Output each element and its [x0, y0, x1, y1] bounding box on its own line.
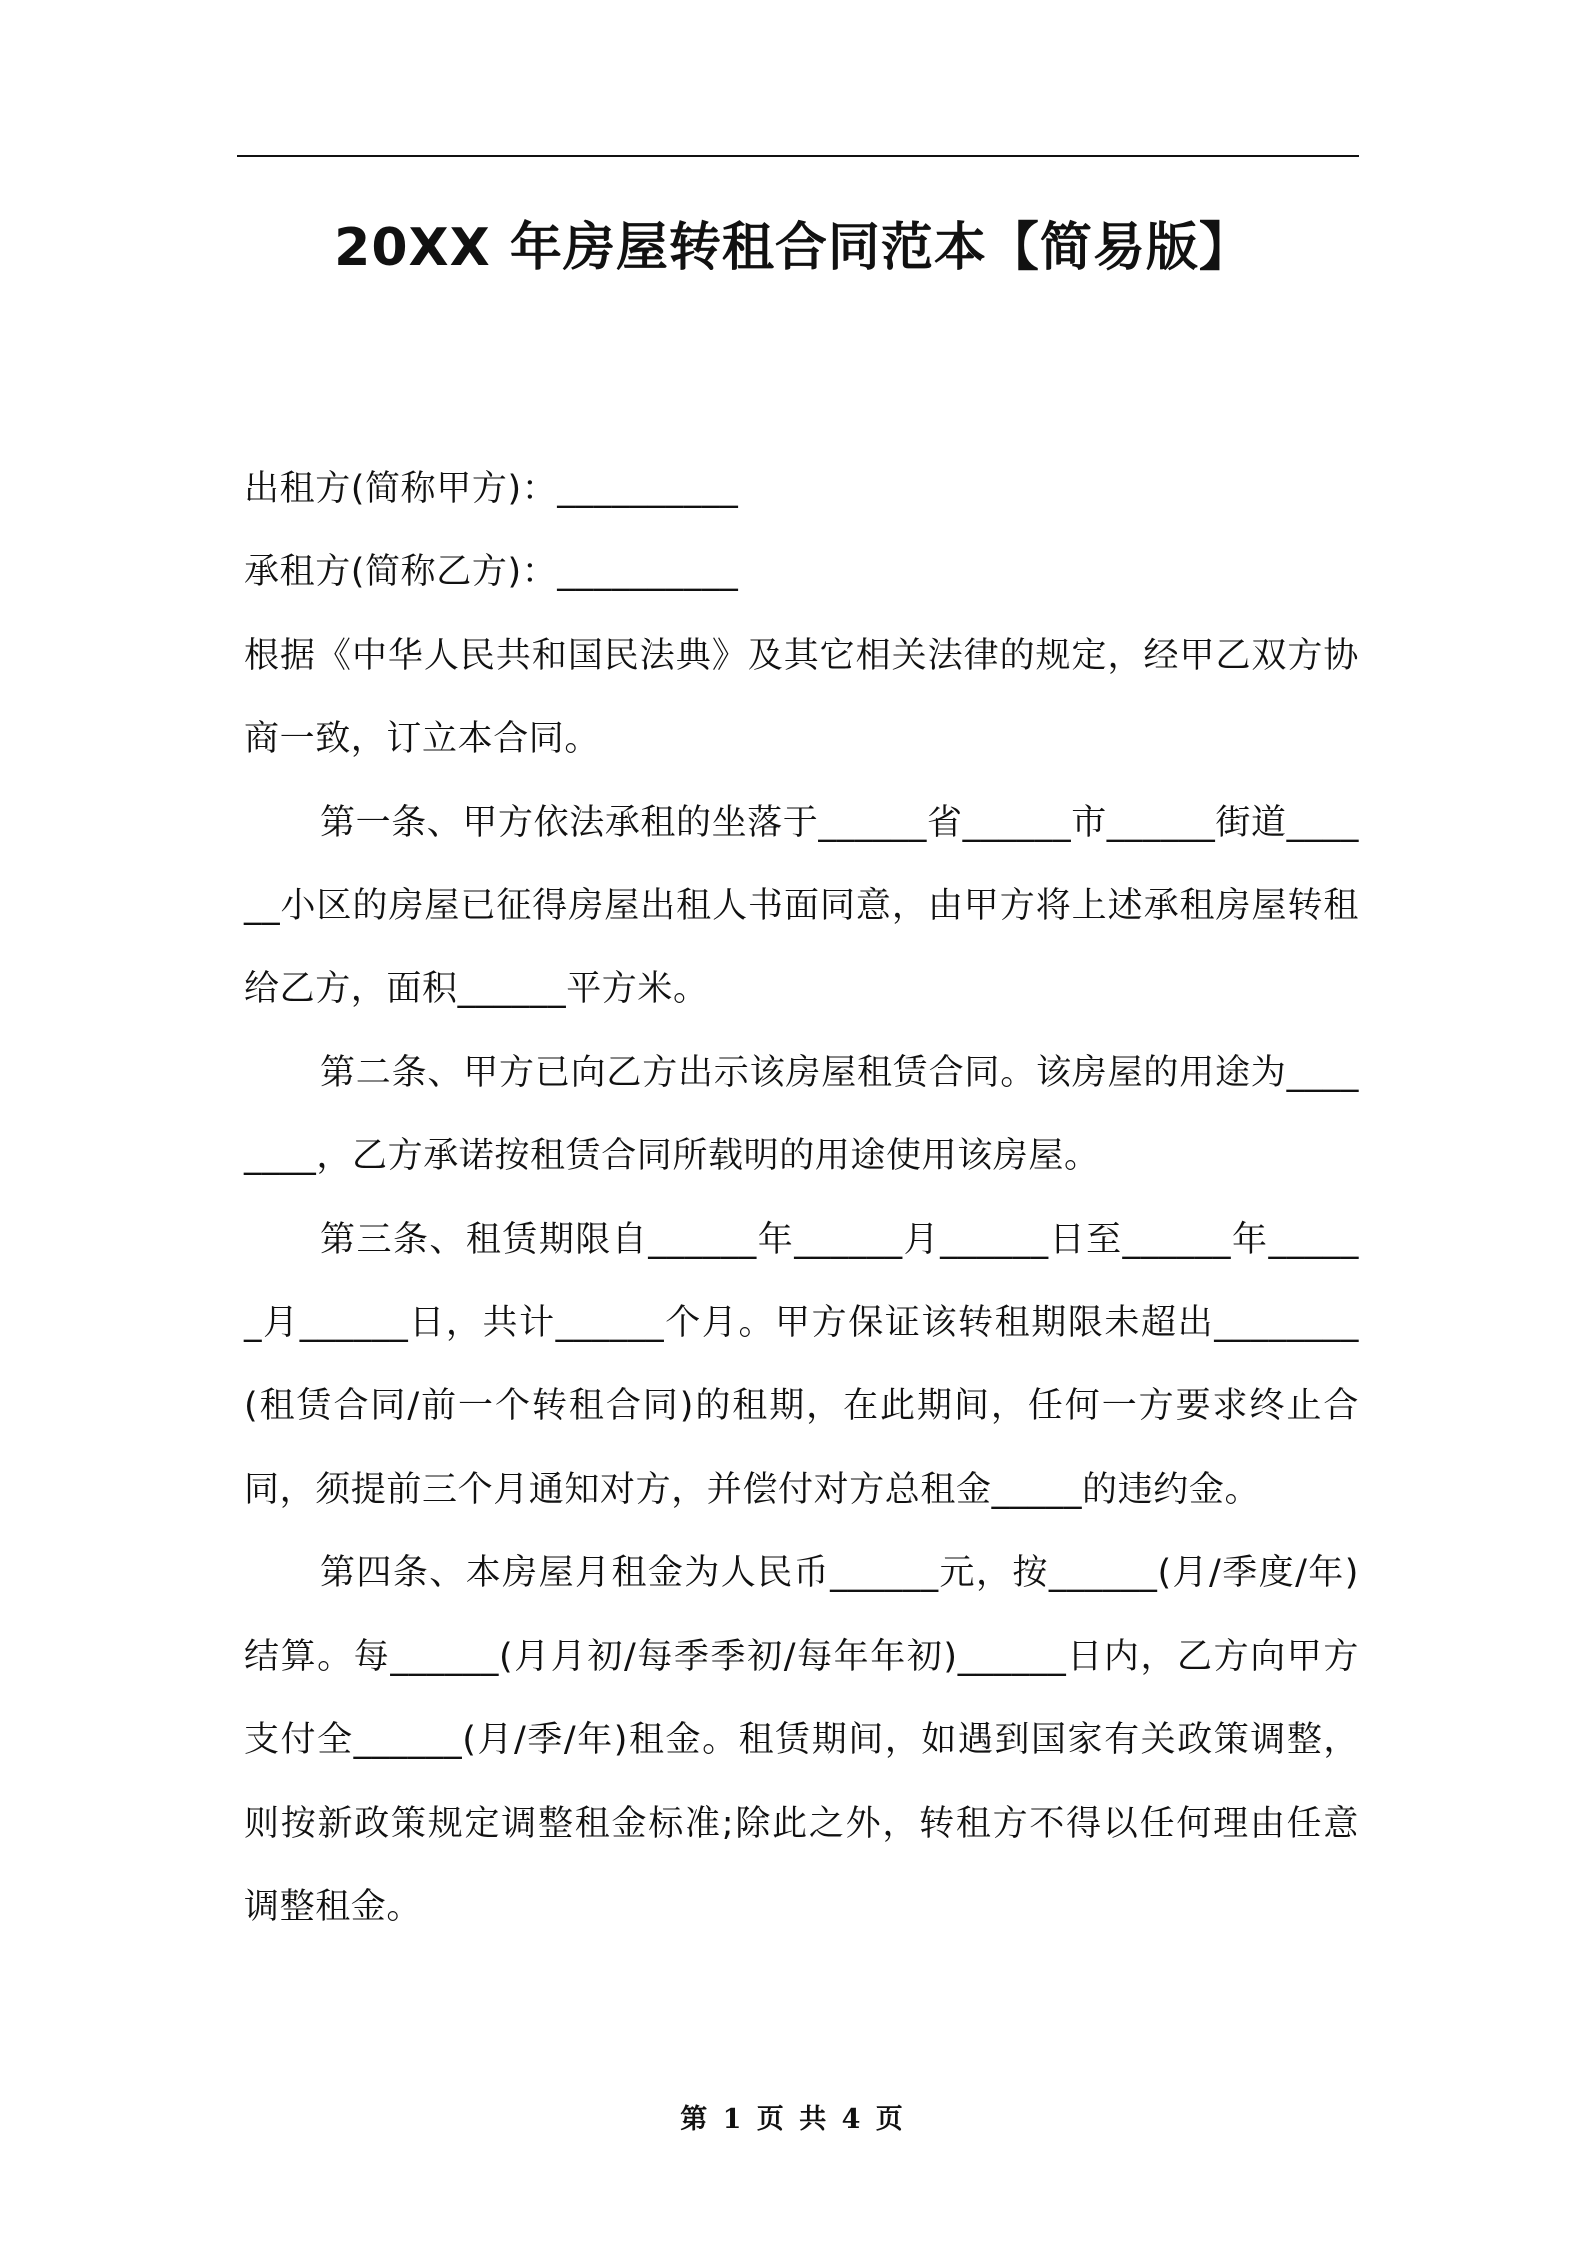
article-3-paragraph: 第三条、租赁期限自______年______月______日至______年______月______日，共计______个月。甲方保证该转租期限未超出________(租赁合同/前一个转租合同)的租期，在此期间，任何一方要求终止合同，须提前三个月通知对方，并偿付对方总租金_____的违约金。: [244, 1219, 1359, 1510]
lessor-line: 出租方(简称甲方)：__________: [244, 469, 739, 509]
page-footer: 第 1 页 共 4 页: [680, 2104, 906, 2135]
document-body: [244, 448, 1359, 1949]
lessee-line: 承租方(简称乙方)：__________: [244, 552, 739, 593]
article-4-paragraph: 第四条、本房屋月租金为人民币______元，按______(月/季度/年)结算。每______(月月初/每季季初/每年年初)______日内，乙方向甲方支付全______(月/季/年)租金。租赁期间，如遇到国家有关政策调整，则按新政策规定调整租金标准;除此之外，转租方不得以任何理由任意调整租金。: [244, 1553, 1359, 1927]
preamble-paragraph: 根据《中华人民共和国民法典》及其它相关法律的规定，经甲乙双方协商一致，订立本合同。: [244, 635, 1359, 760]
article-1-paragraph: 第一条、甲方依法承租的坐落于______省______市______街道______小区的房屋已征得房屋出租人书面同意，由甲方将上述承租房屋转租给乙方，面积______平方米。: [244, 802, 1360, 1010]
document-title: 20XX 年房屋转租合同范本【简易版】: [334, 218, 1252, 278]
header-rule: [237, 155, 1359, 157]
article-2-paragraph: 第二条、甲方已向乙方出示该房屋租赁合同。该房屋的用途为________，乙方承诺按租赁合同所载明的用途使用该房屋。: [244, 1052, 1359, 1177]
